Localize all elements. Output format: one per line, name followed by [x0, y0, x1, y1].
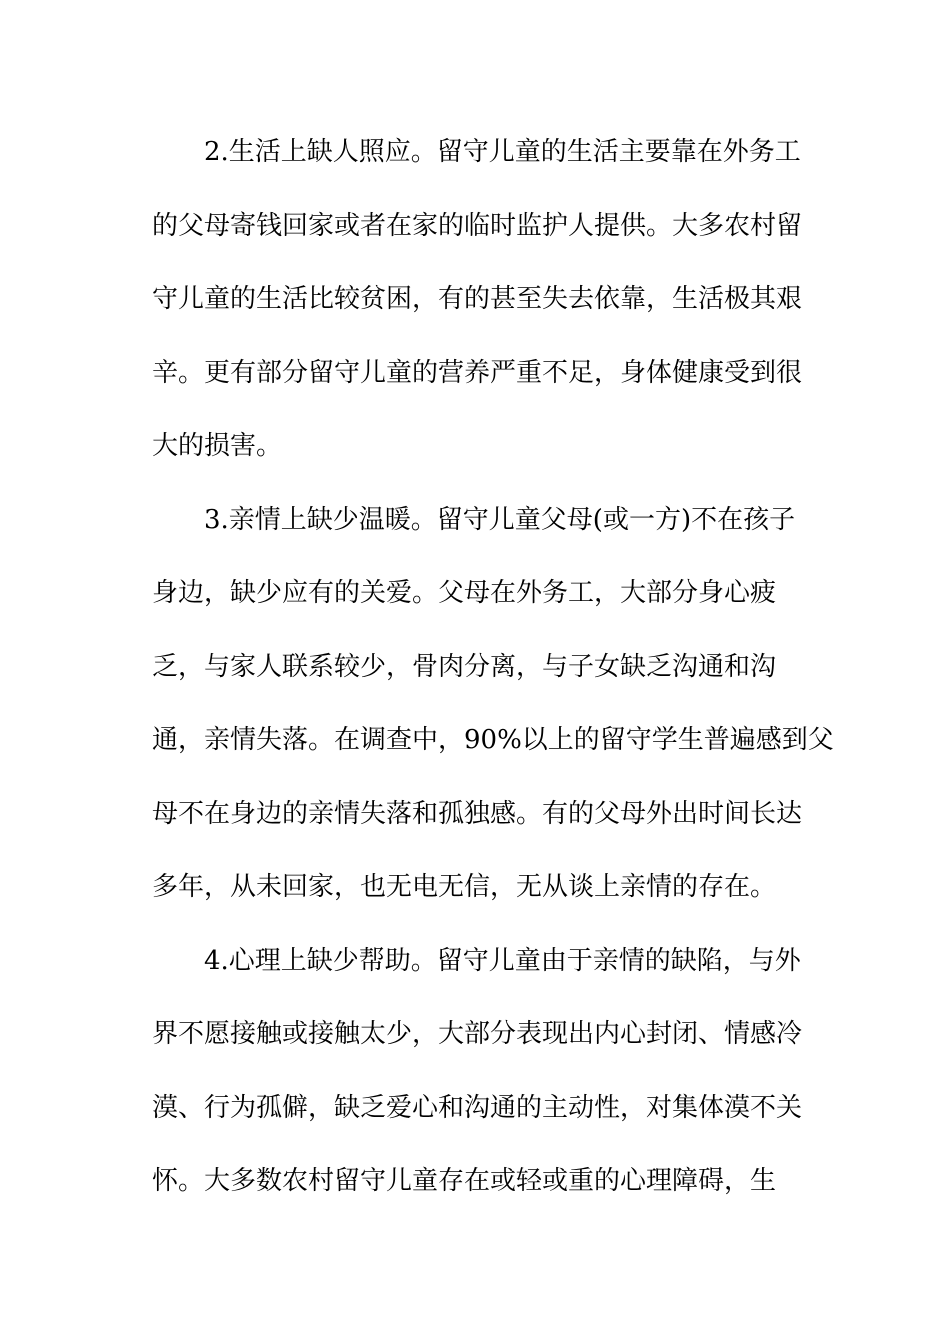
paragraph-3-line: 3.亲情上缺少温暖。留守儿童父母(或一方)不在孩子 — [204, 504, 796, 535]
paragraph-3-line: 身边，缺少应有的关爱。父母在外务工，大部分身心疲 — [152, 578, 777, 608]
paragraph-2-line: 辛。更有部分留守儿童的营养严重不足，身体健康受到很 — [152, 357, 803, 388]
body-text — [152, 128, 834, 1231]
paragraph-3-line: 通，亲情失落。在调查中，90%以上的留守学生普遍感到父 — [152, 725, 834, 755]
paragraph-4-line: 漠、行为孤僻，缺乏爱心和沟通的主动性，对集体漠不关 — [152, 1092, 803, 1123]
paragraph-2-line: 守儿童的生活比较贫困，有的甚至失去依靠，生活极其艰 — [152, 284, 803, 314]
paragraph-2-line: 大的损害。 — [152, 431, 283, 461]
paragraph-4-line: 怀。大多数农村留守儿童存在或轻或重的心理障碍，生 — [152, 1166, 777, 1196]
paragraph-2-line: 的父母寄钱回家或者在家的临时监护人提供。大多农村留 — [152, 210, 803, 241]
paragraph-3-line: 多年，从未回家，也无电无信，无从谈上亲情的存在。 — [152, 872, 777, 902]
paragraph-4-line: 4.心理上缺少帮助。留守儿童由于亲情的缺陷，与外 — [204, 945, 801, 976]
paragraph-3-line: 乏，与家人联系较少，骨肉分离，与子女缺乏沟通和沟 — [152, 651, 777, 682]
paragraph-4-line: 界不愿接触或接触太少，大部分表现出内心封闭、情感冷 — [152, 1019, 803, 1049]
paragraph-2-line: 2.生活上缺人照应。留守儿童的生活主要靠在外务工 — [204, 137, 801, 167]
paragraph-3-line: 母不在身边的亲情失落和孤独感。有的父母外出时间长达 — [152, 798, 803, 829]
